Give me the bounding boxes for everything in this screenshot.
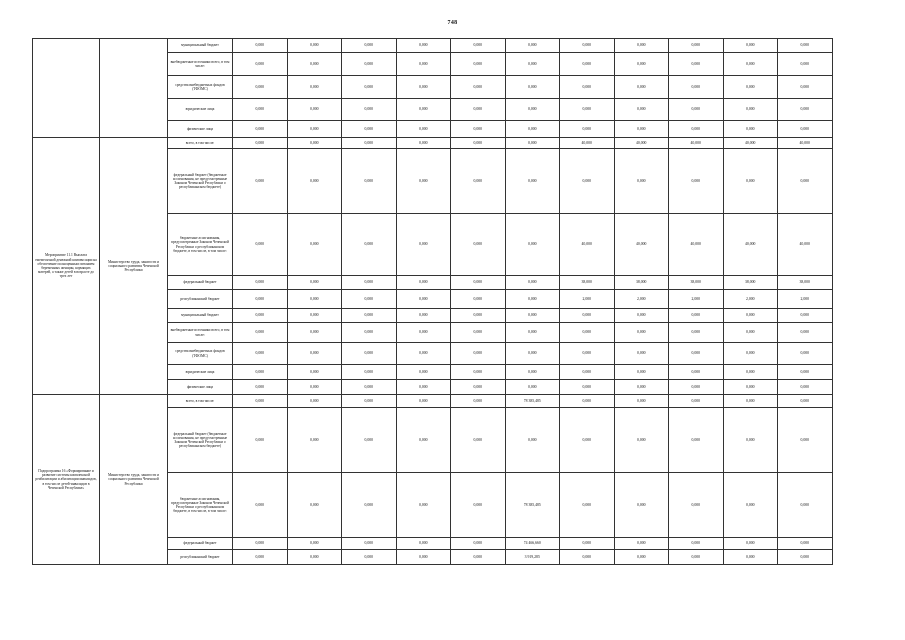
amount-cell: 0,000 — [342, 39, 397, 53]
amount-cell: 0,000 — [233, 550, 288, 565]
amount-cell: 2,000 — [778, 290, 833, 309]
amount-cell: 0,000 — [233, 473, 288, 538]
amount-cell: 0,000 — [669, 343, 724, 365]
amount-cell: 0,000 — [560, 39, 615, 53]
amount-cell: 0,000 — [614, 538, 669, 550]
amount-cell: 0,000 — [342, 149, 397, 214]
amount-cell: 0,000 — [778, 323, 833, 343]
amount-cell: 0,000 — [778, 309, 833, 323]
amount-cell: 38,000 — [723, 276, 778, 290]
amount-cell: 0,000 — [451, 138, 506, 149]
measure-name-cell: Мероприятие 11.1 Выплата ежемесячной денежной компенсации на обеспечение полноценным питанием беременных женщин, кормящих матерей, а также детей в возрасте до трех лет — [33, 138, 100, 395]
amount-cell: 0,000 — [233, 323, 288, 343]
funding-source-cell: федеральный бюджет (бюджетные ассигнования, не предусмотренные Законом Чеченской Республики о республиканском бюджете) — [168, 149, 233, 214]
amount-cell: 0,000 — [560, 538, 615, 550]
amount-cell: 0,000 — [614, 53, 669, 76]
amount-cell: 40,000 — [669, 138, 724, 149]
amount-cell: 0,000 — [451, 99, 506, 121]
amount-cell: 38,000 — [669, 276, 724, 290]
amount-cell: 0,000 — [669, 473, 724, 538]
amount-cell: 0,000 — [560, 309, 615, 323]
amount-cell: 0,000 — [451, 408, 506, 473]
funding-source-cell: бюджетные ассигнования, предусмотренные Законом Чеченской Республики о республиканском бюджете, в том числе, в том числе: — [168, 214, 233, 276]
amount-cell: 0,000 — [287, 309, 342, 323]
amount-cell: 0,000 — [396, 138, 451, 149]
amount-cell: 0,000 — [287, 53, 342, 76]
amount-cell: 0,000 — [560, 408, 615, 473]
funding-source-cell: бюджетные ассигнования, предусмотренные Законом Чеченской Республики о республиканском бюджете, в том числе, в том числе: — [168, 473, 233, 538]
amount-cell: 0,000 — [560, 343, 615, 365]
amount-cell: 0,000 — [723, 395, 778, 408]
amount-cell: 0,000 — [396, 214, 451, 276]
amount-cell: 0,000 — [778, 380, 833, 395]
amount-cell: 40,000 — [723, 138, 778, 149]
amount-cell: 0,000 — [287, 380, 342, 395]
amount-cell: 0,000 — [451, 149, 506, 214]
table-row — [33, 395, 833, 408]
amount-cell: 0,000 — [287, 473, 342, 538]
amount-cell: 0,000 — [233, 276, 288, 290]
amount-cell: 0,000 — [723, 53, 778, 76]
amount-cell: 0,000 — [614, 343, 669, 365]
amount-cell: 0,000 — [778, 473, 833, 538]
amount-cell: 78 385,485 — [505, 395, 560, 408]
amount-cell: 0,000 — [614, 473, 669, 538]
amount-cell: 0,000 — [723, 380, 778, 395]
funding-source-cell: республиканский бюджет — [168, 550, 233, 565]
amount-cell: 0,000 — [287, 214, 342, 276]
amount-cell: 0,000 — [614, 365, 669, 380]
amount-cell: 0,000 — [560, 365, 615, 380]
funding-source-cell: физические лица — [168, 380, 233, 395]
amount-cell: 0,000 — [287, 395, 342, 408]
amount-cell: 0,000 — [287, 323, 342, 343]
amount-cell: 0,000 — [560, 53, 615, 76]
amount-cell: 0,000 — [669, 309, 724, 323]
amount-cell: 0,000 — [669, 365, 724, 380]
amount-cell: 0,000 — [723, 149, 778, 214]
amount-cell: 0,000 — [287, 39, 342, 53]
amount-cell: 0,000 — [287, 408, 342, 473]
amount-cell: 74 466,660 — [505, 538, 560, 550]
table-row — [33, 138, 833, 149]
funding-source-cell: внебюджетные источники всего, в том числе: — [168, 53, 233, 76]
amount-cell: 0,000 — [669, 538, 724, 550]
amount-cell: 0,000 — [451, 395, 506, 408]
amount-cell: 0,000 — [669, 323, 724, 343]
amount-cell: 0,000 — [233, 408, 288, 473]
funding-source-cell: муниципальный бюджет — [168, 309, 233, 323]
amount-cell: 0,000 — [560, 395, 615, 408]
amount-cell: 3 919,285 — [505, 550, 560, 565]
amount-cell: 0,000 — [505, 39, 560, 53]
funding-source-cell: внебюджетные источники всего, в том числе: — [168, 323, 233, 343]
amount-cell: 0,000 — [233, 39, 288, 53]
amount-cell: 0,000 — [233, 290, 288, 309]
amount-cell: 0,000 — [723, 76, 778, 99]
amount-cell: 0,000 — [396, 395, 451, 408]
amount-cell: 0,000 — [669, 76, 724, 99]
amount-cell: 0,000 — [342, 53, 397, 76]
budget-table — [32, 38, 833, 565]
amount-cell: 0,000 — [396, 39, 451, 53]
amount-cell: 0,000 — [560, 149, 615, 214]
amount-cell: 0,000 — [287, 276, 342, 290]
amount-cell: 0,000 — [560, 473, 615, 538]
amount-cell: 0,000 — [396, 149, 451, 214]
amount-cell: 0,000 — [342, 138, 397, 149]
amount-cell: 0,000 — [505, 53, 560, 76]
funding-source-cell: всего, в том числе: — [168, 395, 233, 408]
amount-cell: 0,000 — [396, 53, 451, 76]
amount-cell: 0,000 — [723, 99, 778, 121]
amount-cell: 0,000 — [342, 380, 397, 395]
amount-cell: 0,000 — [614, 323, 669, 343]
amount-cell: 0,000 — [723, 39, 778, 53]
amount-cell: 0,000 — [451, 290, 506, 309]
amount-cell: 40,000 — [669, 214, 724, 276]
amount-cell: 0,000 — [778, 365, 833, 380]
amount-cell: 0,000 — [233, 395, 288, 408]
funding-source-cell: средства внебюджетных фондов (ТФОМС) — [168, 76, 233, 99]
amount-cell: 0,000 — [560, 380, 615, 395]
amount-cell: 0,000 — [723, 365, 778, 380]
amount-cell: 0,000 — [505, 99, 560, 121]
funding-source-cell: юридические лица — [168, 99, 233, 121]
amount-cell: 0,000 — [342, 99, 397, 121]
amount-cell: 40,000 — [560, 214, 615, 276]
amount-cell: 0,000 — [287, 149, 342, 214]
amount-cell: 0,000 — [233, 214, 288, 276]
amount-cell: 0,000 — [287, 343, 342, 365]
amount-cell: 0,000 — [669, 395, 724, 408]
amount-cell: 0,000 — [451, 538, 506, 550]
amount-cell: 0,000 — [669, 550, 724, 565]
amount-cell: 0,000 — [451, 39, 506, 53]
amount-cell: 0,000 — [614, 550, 669, 565]
amount-cell: 0,000 — [723, 121, 778, 138]
amount-cell: 0,000 — [560, 121, 615, 138]
amount-cell: 0,000 — [614, 408, 669, 473]
amount-cell: 0,000 — [778, 39, 833, 53]
amount-cell: 0,000 — [451, 380, 506, 395]
amount-cell: 0,000 — [451, 53, 506, 76]
amount-cell: 0,000 — [560, 99, 615, 121]
amount-cell: 0,000 — [505, 276, 560, 290]
amount-cell: 0,000 — [614, 99, 669, 121]
amount-cell: 0,000 — [342, 395, 397, 408]
amount-cell: 40,000 — [778, 214, 833, 276]
amount-cell: 0,000 — [778, 99, 833, 121]
amount-cell: 0,000 — [778, 121, 833, 138]
amount-cell: 0,000 — [560, 76, 615, 99]
amount-cell: 0,000 — [505, 343, 560, 365]
amount-cell: 0,000 — [451, 365, 506, 380]
amount-cell: 0,000 — [396, 309, 451, 323]
amount-cell: 40,000 — [614, 138, 669, 149]
amount-cell: 0,000 — [560, 323, 615, 343]
amount-cell: 0,000 — [669, 53, 724, 76]
amount-cell: 0,000 — [614, 149, 669, 214]
amount-cell: 0,000 — [614, 76, 669, 99]
amount-cell: 0,000 — [342, 408, 397, 473]
amount-cell: 0,000 — [342, 214, 397, 276]
amount-cell: 0,000 — [614, 395, 669, 408]
amount-cell: 2,000 — [723, 290, 778, 309]
amount-cell: 0,000 — [287, 550, 342, 565]
amount-cell: 0,000 — [723, 550, 778, 565]
amount-cell: 0,000 — [342, 473, 397, 538]
amount-cell: 0,000 — [342, 290, 397, 309]
amount-cell: 0,000 — [614, 309, 669, 323]
amount-cell: 0,000 — [669, 99, 724, 121]
amount-cell: 0,000 — [342, 309, 397, 323]
amount-cell: 0,000 — [505, 309, 560, 323]
amount-cell: 0,000 — [778, 76, 833, 99]
amount-cell: 40,000 — [560, 138, 615, 149]
amount-cell: 0,000 — [233, 149, 288, 214]
amount-cell: 0,000 — [669, 149, 724, 214]
amount-cell: 40,000 — [614, 214, 669, 276]
amount-cell: 0,000 — [451, 276, 506, 290]
funding-source-cell: федеральный бюджет — [168, 538, 233, 550]
amount-cell: 0,000 — [505, 290, 560, 309]
page-number: 748 — [447, 20, 458, 26]
amount-cell: 40,000 — [723, 214, 778, 276]
amount-cell: 0,000 — [233, 343, 288, 365]
amount-cell: 0,000 — [287, 121, 342, 138]
amount-cell: 0,000 — [287, 76, 342, 99]
amount-cell: 0,000 — [723, 309, 778, 323]
amount-cell: 0,000 — [614, 39, 669, 53]
amount-cell: 0,000 — [396, 76, 451, 99]
funding-source-cell: юридические лица — [168, 365, 233, 380]
amount-cell: 78 385,485 — [505, 473, 560, 538]
amount-cell: 0,000 — [342, 538, 397, 550]
amount-cell: 0,000 — [233, 99, 288, 121]
amount-cell: 0,000 — [669, 121, 724, 138]
amount-cell: 0,000 — [233, 365, 288, 380]
amount-cell: 0,000 — [778, 538, 833, 550]
amount-cell: 0,000 — [669, 380, 724, 395]
executor-cell: Министерство труда, занятости и социального развития Чеченской Республики — [100, 395, 168, 565]
amount-cell: 0,000 — [233, 138, 288, 149]
amount-cell: 0,000 — [233, 76, 288, 99]
amount-cell: 0,000 — [287, 538, 342, 550]
amount-cell: 2,000 — [614, 290, 669, 309]
amount-cell: 0,000 — [396, 99, 451, 121]
amount-cell: 0,000 — [505, 365, 560, 380]
amount-cell: 0,000 — [396, 473, 451, 538]
amount-cell: 0,000 — [342, 365, 397, 380]
amount-cell: 0,000 — [669, 39, 724, 53]
funding-source-cell: всего, в том числе: — [168, 138, 233, 149]
amount-cell: 0,000 — [778, 550, 833, 565]
amount-cell: 0,000 — [342, 343, 397, 365]
amount-cell: 0,000 — [451, 550, 506, 565]
amount-cell: 0,000 — [233, 53, 288, 76]
amount-cell: 0,000 — [560, 550, 615, 565]
amount-cell: 0,000 — [233, 121, 288, 138]
amount-cell: 40,000 — [778, 138, 833, 149]
amount-cell: 0,000 — [723, 538, 778, 550]
amount-cell: 0,000 — [778, 408, 833, 473]
amount-cell: 2,000 — [669, 290, 724, 309]
amount-cell: 0,000 — [778, 149, 833, 214]
amount-cell: 0,000 — [505, 138, 560, 149]
amount-cell: 0,000 — [778, 395, 833, 408]
amount-cell: 0,000 — [342, 550, 397, 565]
amount-cell: 0,000 — [396, 365, 451, 380]
amount-cell: 0,000 — [396, 276, 451, 290]
amount-cell: 0,000 — [233, 380, 288, 395]
amount-cell: 0,000 — [287, 290, 342, 309]
amount-cell: 0,000 — [723, 473, 778, 538]
amount-cell: 2,000 — [560, 290, 615, 309]
table-row — [33, 39, 833, 53]
amount-cell: 0,000 — [505, 323, 560, 343]
amount-cell: 0,000 — [396, 550, 451, 565]
amount-cell: 38,000 — [614, 276, 669, 290]
funding-source-cell: средства внебюджетных фондов (ТФОМС) — [168, 343, 233, 365]
amount-cell: 0,000 — [287, 365, 342, 380]
executor-cell — [100, 39, 168, 138]
amount-cell: 0,000 — [396, 343, 451, 365]
amount-cell: 38,000 — [560, 276, 615, 290]
amount-cell: 0,000 — [669, 408, 724, 473]
amount-cell: 0,000 — [505, 76, 560, 99]
amount-cell: 0,000 — [451, 214, 506, 276]
amount-cell: 0,000 — [233, 538, 288, 550]
funding-source-cell: муниципальный бюджет — [168, 39, 233, 53]
amount-cell: 0,000 — [723, 323, 778, 343]
amount-cell: 0,000 — [614, 121, 669, 138]
measure-name-cell — [33, 39, 100, 138]
funding-source-cell: физические лица — [168, 121, 233, 138]
amount-cell: 0,000 — [451, 343, 506, 365]
amount-cell: 0,000 — [505, 214, 560, 276]
amount-cell: 0,000 — [505, 121, 560, 138]
amount-cell: 0,000 — [778, 343, 833, 365]
amount-cell: 0,000 — [723, 408, 778, 473]
amount-cell: 0,000 — [396, 121, 451, 138]
amount-cell: 0,000 — [451, 76, 506, 99]
measure-name-cell: Подпрограмма 16 «Формирование и развитие системы комплексной реабилитации и абилитации инвалидов, в том числе детей-инвалидов в Чеченской Республике» — [33, 395, 100, 565]
amount-cell: 0,000 — [342, 276, 397, 290]
amount-cell: 0,000 — [505, 149, 560, 214]
amount-cell: 0,000 — [396, 380, 451, 395]
funding-source-cell: федеральный бюджет — [168, 276, 233, 290]
amount-cell: 0,000 — [505, 380, 560, 395]
amount-cell: 0,000 — [396, 290, 451, 309]
amount-cell: 0,000 — [342, 121, 397, 138]
amount-cell: 0,000 — [451, 309, 506, 323]
amount-cell: 0,000 — [614, 380, 669, 395]
amount-cell: 0,000 — [451, 121, 506, 138]
amount-cell: 0,000 — [233, 309, 288, 323]
funding-source-cell: федеральный бюджет (бюджетные ассигнования, не предусмотренные Законом Чеченской Республики о республиканском бюджете) — [168, 408, 233, 473]
amount-cell: 0,000 — [396, 538, 451, 550]
executor-cell: Министерство труда, занятости и социального развития Чеченской Республики — [100, 138, 168, 395]
amount-cell: 0,000 — [287, 99, 342, 121]
amount-cell: 0,000 — [778, 53, 833, 76]
amount-cell: 0,000 — [505, 408, 560, 473]
funding-source-cell: республиканский бюджет — [168, 290, 233, 309]
amount-cell: 0,000 — [396, 323, 451, 343]
amount-cell: 0,000 — [342, 76, 397, 99]
amount-cell: 38,000 — [778, 276, 833, 290]
amount-cell: 0,000 — [723, 343, 778, 365]
amount-cell: 0,000 — [342, 323, 397, 343]
amount-cell: 0,000 — [451, 473, 506, 538]
amount-cell: 0,000 — [451, 323, 506, 343]
amount-cell: 0,000 — [287, 138, 342, 149]
amount-cell: 0,000 — [396, 408, 451, 473]
